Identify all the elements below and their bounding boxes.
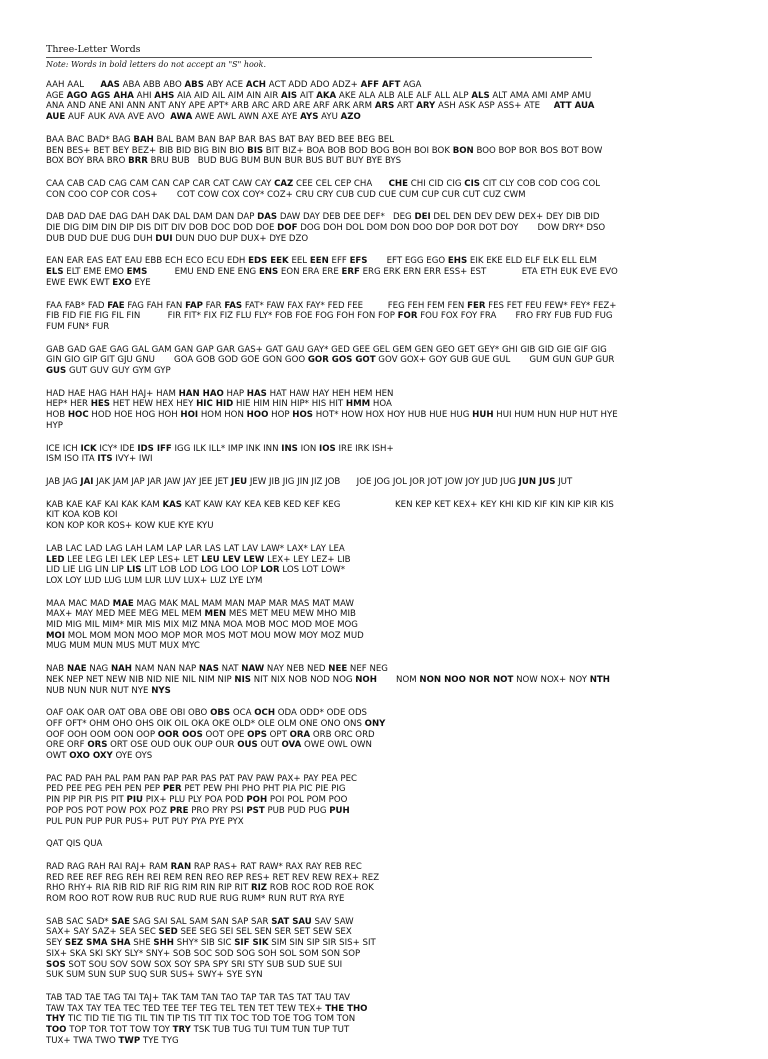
no-s-hook-words: DUI (155, 233, 173, 244)
no-s-hook-words: ELS (46, 267, 64, 278)
no-s-hook-words: IDS IFF (137, 443, 172, 454)
word-line: RED REE REF REG REH REI REM REN REO REP RES+ RET REV REW REX+ REZ (46, 872, 380, 883)
no-s-hook-words: AHS (154, 90, 175, 101)
word-line: OOF OOH OOM OON OOP OOR OOS OOT OPE OPS OPT ORA ORB ORC ORD (46, 729, 375, 740)
no-s-hook-words: ITS (97, 454, 113, 465)
word-line: BEN BES+ BET BEY BEZ+ BIB BID BIG BIN BIO BIS BIT BIZ+ BOA BOB BOD BOG BOH BOI BOK BON BOO BOP BOR BOS BOT BOW (46, 145, 603, 156)
letter-section-m (46, 599, 736, 653)
word-line: EWE EWK EWT EXO EYE (46, 277, 151, 288)
no-s-hook-words: HOS (292, 410, 313, 421)
word-line: OFF OFT* OHM OHO OHS OIK OIL OKA OKE OLD* OLE OLM ONE ONO ONS ONY (46, 718, 386, 729)
no-s-hook-words: NOH (355, 674, 377, 685)
no-s-hook-words: DOF (277, 223, 298, 234)
page-note: Note: Words in bold letters do not accept an "S" hook. (46, 60, 267, 69)
no-s-hook-words: ICK (80, 443, 97, 454)
word-line: PIN PIP PIR PIS PIT PIU PIX+ PLU PLY POA POD POH POI POL POM POO (46, 795, 348, 806)
no-s-hook-words: RAN (170, 861, 192, 872)
no-s-hook-words: FER (467, 300, 486, 311)
no-s-hook-words: SEZ SMA SHA (64, 938, 131, 949)
no-s-hook-words: CIS (464, 178, 480, 189)
no-s-hook-words: HOO (246, 410, 269, 421)
word-line: RHO RHY+ RIA RIB RID RIF RIG RIM RIN RIP RIT RIZ ROB ROC ROD ROE ROK (46, 883, 374, 894)
no-s-hook-words: NTH (589, 674, 610, 685)
no-s-hook-words: HOI (180, 410, 199, 421)
no-s-hook-words: HES (90, 399, 110, 410)
word-line: SOS SOT SOU SOV SOW SOX SOY SPA SPY SRI STY SUB SUD SUE SUI (46, 959, 343, 970)
word-line: DIE DIG DIM DIN DIP DIS DIT DIV DOB DOC DOD DOE DOF DOG DOH DOL DOM DON DOO DOP DOR DOT DOY DOW DRY* DSO (46, 223, 606, 234)
letter-section-n (46, 664, 736, 696)
word-line: POP POS POT POW POX POZ PRE PRO PRY PSI PST PUB PUD PUG PUH (46, 805, 350, 816)
no-s-hook-words: IOS (319, 443, 336, 454)
word-line: TUX+ TWA TWO TWP TYE TYG (46, 1035, 179, 1046)
no-s-hook-words: ORS (87, 740, 108, 751)
no-s-hook-words: CHE (388, 178, 408, 189)
word-line: ELS ELT EME EMO EMS EMU END ENE ENG ENS EON ERA ERE ERF ERG ERK ERN ERR ESS+ EST ETA ETH EUK EVE EVO (46, 267, 618, 278)
word-line: TAB TAD TAE TAG TAI TAJ+ TAK TAM TAN TAO TAP TAR TAS TAT TAU TAV (46, 993, 350, 1003)
word-line: GIN GIO GIP GIT GJU GNU GOA GOB GOD GOE GON GOO GOR GOS GOT GOV GOX+ GOY GUB GUE GUL GUM GUN GUP GUR (46, 355, 615, 366)
word-line: HYP (46, 420, 63, 431)
word-line: PED PEE PEG PEH PEN PEP PER PET PEW PHI PHO PHT PIA PIC PIE PIG (46, 784, 346, 795)
letter-section-j (46, 477, 736, 488)
no-s-hook-words: PER (162, 784, 182, 795)
no-s-hook-words: TRY (172, 1025, 191, 1036)
no-s-hook-words: HAN HAO (178, 388, 224, 399)
no-s-hook-words: LED (46, 554, 65, 565)
no-s-hook-words: JUN JUS (518, 476, 556, 487)
word-line: FIB FID FIE FIG FIL FIN FIR FIT* FIX FIZ FLU FLY* FOB FOE FOG FOH FON FOP FOR FOU FOX FOY FRA FRO FRY FUB FUD FUG (46, 311, 613, 322)
no-s-hook-words: SOS (46, 959, 66, 970)
no-s-hook-words: EHS (447, 256, 468, 267)
word-line: JAB JAG JAI JAK JAM JAP JAR JAW JAY JEE JET JEU JEW JIB JIG JIN JIZ JOB JOE JOG JOL JOR JOT JOW JOY JUD JUG JUN JUS JUT (46, 476, 573, 487)
no-s-hook-words: ERF (341, 267, 360, 278)
no-s-hook-words: DAS (257, 212, 278, 223)
word-line: KAB KAE KAF KAI KAK KAM KAS KAT KAW KAY KEA KEB KED KEF KEG KEN KEP KET KEX+ KEY KHI KID KIF KIN KIP KIR KIS (46, 499, 614, 510)
letter-section-p (46, 774, 736, 828)
word-line: DAB DAD DAE DAG DAH DAK DAL DAM DAN DAP DAS DAW DAY DEB DEE DEF* DEG DEI DEL DEN DEV DEW DEX+ DEY DIB DID (46, 212, 600, 223)
no-s-hook-words: AZO (340, 112, 361, 123)
no-s-hook-words: NAW (241, 664, 265, 675)
letter-section-l (46, 544, 736, 587)
no-s-hook-words: THY (46, 1014, 66, 1025)
letter-section-a (46, 80, 736, 123)
no-s-hook-words: MEN (204, 609, 227, 620)
no-s-hook-words: FOR (397, 311, 418, 322)
word-line: BOX BOY BRA BRO BRR BRU BUB BUD BUG BUM BUN BUR BUS BUT BUY BYE BYS (46, 156, 402, 167)
letter-section-i (46, 444, 736, 465)
no-s-hook-words: OCH (254, 708, 276, 719)
word-line: NUB NUN NUR NUT NYE NYS (46, 685, 171, 696)
no-s-hook-words: SED (158, 927, 178, 938)
letter-section-d (46, 212, 736, 244)
no-s-hook-words: EEN (309, 256, 329, 267)
word-line: ANA AND ANE ANI ANN ANT ANY APE APT* ARB ARC ARD ARE ARF ARK ARM ARS ART ARY ASH ASK ASP ASS+ ATE ATT AUA (46, 101, 595, 112)
word-line: CON COO COP COR COS+ COT COW COX COY* COZ+ CRU CRY CUB CUD CUE CUM CUP CUR CUT CUZ CWM (46, 189, 526, 200)
word-line: GAB GAD GAE GAG GAL GAM GAN GAP GAR GAS+ GAT GAU GAY* GED GEE GEL GEM GEN GEO GET GEY* GHI GIB GID GIE GIF GIG (46, 344, 607, 355)
word-line: TOO TOP TOR TOT TOW TOY TRY TSK TUB TUG TUI TUM TUN TUP TUT (46, 1025, 350, 1036)
no-s-hook-words: HOC (67, 410, 89, 421)
no-s-hook-words: GUS (46, 366, 67, 377)
no-s-hook-words: AAS (100, 80, 120, 90)
word-line: SIX+ SKA SKI SKY SLY* SNY+ SOB SOC SOD SOG SOH SOL SOM SON SOP (46, 948, 361, 959)
no-s-hook-words: KAS (162, 499, 182, 510)
no-s-hook-words: NYS (151, 685, 171, 696)
no-s-hook-words: SHH (153, 938, 174, 949)
no-s-hook-words: ALS (471, 90, 490, 101)
no-s-hook-words: ORA (289, 729, 311, 740)
word-line: NAB NAE NAG NAH NAM NAN NAP NAS NAT NAW NAY NEB NED NEE NEF NEG (46, 664, 388, 675)
no-s-hook-words: GOR GOS GOT (307, 355, 376, 366)
no-s-hook-words: ENS (258, 267, 279, 278)
no-s-hook-words: INS (281, 443, 298, 454)
page-title: Three-Letter Words (46, 44, 141, 55)
word-line: TAW TAX TAY TEA TEC TED TEE TEF TEG TEL TEN TET TEW TEX+ THE THO (46, 1003, 368, 1014)
letter-section-b (46, 135, 736, 167)
no-s-hook-words: SIF SIK (234, 938, 269, 949)
no-s-hook-words: AIS (281, 90, 298, 101)
word-line: THY TIC TID TIE TIG TIL TIN TIP TIS TIT TIX TOC TOD TOE TOG TOM TON (46, 1014, 356, 1025)
no-s-hook-words: MAE (112, 598, 134, 609)
word-line: QAT QIS QUA (46, 839, 103, 850)
word-line: LOX LOY LUD LUG LUM LUR LUV LUX+ LUZ LYE LYM (46, 575, 263, 586)
word-sections (46, 80, 736, 1047)
no-s-hook-words: FAP (185, 300, 203, 311)
word-line: AGE AGO AGS AHA AHI AHS AIA AID AIL AIM AIN AIR AIS AIT AKA AKE ALA ALB ALE ALF ALL ALP ALS ALT AMA AMI AMP AMU (46, 90, 592, 101)
word-line: MID MIG MIL MIM* MIR MIS MIX MIZ MNA MOA MOB MOC MOD MOE MOG (46, 620, 358, 631)
word-line: MAA MAC MAD MAE MAG MAK MAL MAM MAN MAP MAR MAS MAT MAW (46, 598, 354, 609)
no-s-hook-words: AWA (170, 112, 193, 123)
no-s-hook-words: CAZ (274, 178, 294, 189)
no-s-hook-words: AFF AFT (360, 80, 401, 90)
no-s-hook-words: AKA (316, 90, 337, 101)
word-line: RAD RAG RAH RAI RAJ+ RAM RAN RAP RAS+ RAT RAW* RAX RAY REB REC (46, 861, 362, 872)
no-s-hook-words: FAS (224, 300, 243, 311)
letter-section-c (46, 179, 736, 200)
word-line: AUE AUF AUK AVA AVE AVO AWA AWE AWL AWN AXE AYE AYS AYU AZO (46, 112, 361, 123)
word-line: KIT KOA KOB KOI (46, 510, 118, 521)
word-line: PUL PUN PUP PUR PUS+ PUT PUY PYA PYE PYX (46, 816, 244, 827)
no-s-hook-words: ARY (416, 101, 436, 112)
no-s-hook-words: THE THO (325, 1003, 368, 1014)
word-line: SEY SEZ SMA SHA SHE SHH SHY* SIB SIC SIF SIK SIM SIN SIP SIR SIS+ SIT (46, 938, 376, 949)
no-s-hook-words: NAH (110, 664, 132, 675)
no-s-hook-words: EFS (349, 256, 368, 267)
word-line: LID LIE LIG LIN LIP LIS LIT LOB LOD LOG LOO LOP LOR LOS LOT LOW* (46, 565, 346, 576)
no-s-hook-words: OVA (281, 740, 302, 751)
word-line: MAX+ MAY MED MEE MEG MEL MEM MEN MES MET MEU MEW MHO MIB (46, 609, 356, 620)
word-line: LAB LAC LAD LAG LAH LAM LAP LAR LAS LAT LAV LAW* LAX* LAY LEA (46, 543, 345, 554)
no-s-hook-words: HIC HID (196, 399, 234, 410)
no-s-hook-words: PST (246, 805, 265, 816)
no-s-hook-words: NEE (328, 664, 348, 675)
no-s-hook-words: LOR (260, 565, 280, 576)
no-s-hook-words: BIS (247, 145, 264, 156)
no-s-hook-words: OPS (247, 729, 267, 740)
word-line: MUG MUM MUN MUS MUT MUX MYC (46, 641, 200, 652)
word-line: MOI MOL MOM MON MOO MOP MOR MOS MOT MOU MOW MOY MOZ MUD (46, 630, 364, 641)
word-line: BAA BAC BAD* BAG BAH BAL BAM BAN BAP BAR BAS BAT BAY BED BEE BEG BEL (46, 134, 395, 145)
letter-section-r (46, 862, 736, 905)
word-line: KON KOP KOR KOS+ KOW KUE KYE KYU (46, 521, 214, 532)
word-line: OAF OAK OAR OAT OBA OBE OBI OBO OBS OCA OCH ODA ODD* ODE ODS (46, 708, 368, 719)
word-line: FAA FAB* FAD FAE FAG FAH FAN FAP FAR FAS FAT* FAW FAX FAY* FED FEE FEG FEH FEM FEN FER FES FET FEU FEW* FEY* FEZ+ (46, 300, 617, 311)
no-s-hook-words: NON NOO NOR NOT (419, 674, 514, 685)
no-s-hook-words: BAH (133, 134, 154, 145)
word-line: ORE ORF ORS ORT OSE OUD OUK OUP OUR OUS OUT OVA OWE OWL OWN (46, 740, 372, 751)
word-line: DUB DUD DUE DUG DUH DUI DUN DUO DUP DUX+ DYE DZO (46, 233, 309, 244)
no-s-hook-words: SAT SAU (271, 916, 312, 927)
no-s-hook-words: OUS (237, 740, 258, 751)
letter-section-s (46, 917, 736, 981)
no-s-hook-words: BRR (128, 156, 148, 167)
letter-section-h (46, 389, 736, 432)
no-s-hook-words: FAE (107, 300, 125, 311)
word-line: HEP* HER HES HET HEW HEX HEY HIC HID HIE HIM HIN HIP* HIS HIT HMM HOA (46, 399, 392, 410)
no-s-hook-words: SAE (111, 916, 131, 927)
word-line: FUM FUN* FUR (46, 321, 110, 332)
no-s-hook-words: OBS (210, 708, 231, 719)
no-s-hook-words: TOO (46, 1025, 67, 1036)
letter-section-e (46, 256, 736, 288)
no-s-hook-words: OOR OOS (157, 729, 203, 740)
no-s-hook-words: HUH (472, 410, 494, 421)
no-s-hook-words: ACH (245, 80, 266, 90)
no-s-hook-words: AUE (46, 112, 66, 123)
no-s-hook-words: TWP (118, 1035, 141, 1046)
no-s-hook-words: EDS EEK (248, 256, 289, 267)
no-s-hook-words: POH (246, 795, 268, 806)
word-line: LED LEE LEG LEI LEK LEP LES+ LET LEU LEV LEW LEX+ LEY LEZ+ LIB (46, 554, 351, 565)
document-page (46, 44, 736, 1059)
word-line: PAC PAD PAH PAL PAM PAN PAP PAR PAS PAT PAV PAW PAX+ PAY PEA PEC (46, 773, 358, 784)
no-s-hook-words: JAI (80, 476, 94, 487)
letter-section-q (46, 839, 736, 850)
no-s-hook-words: NAE (66, 664, 87, 675)
no-s-hook-words: ARS (374, 101, 395, 112)
word-line: OWT OXO OXY OYE OYS (46, 751, 153, 762)
no-s-hook-words: ATT AUA (553, 101, 595, 112)
letter-section-t (46, 993, 736, 1047)
no-s-hook-words: AYS (300, 112, 319, 123)
word-line: NEK NEP NET NEW NIB NID NIE NIL NIM NIP NIS NIT NIX NOB NOD NOG NOH NOM NON NOO NOR NOT NOW NOX+ NOY NTH (46, 674, 610, 685)
no-s-hook-words: DEI (414, 212, 431, 223)
no-s-hook-words: ABS (184, 80, 204, 90)
word-line: AAH AAL AAS ABA ABB ABO ABS ABY ACE ACH ACT ADD ADO ADZ+ AFF AFT AGA (46, 80, 422, 90)
no-s-hook-words: PUH (329, 805, 350, 816)
word-line: HOB HOC HOD HOE HOG HOH HOI HOM HON HOO HOP HOS HOT* HOW HOX HOY HUB HUE HUG HUH HUI HUM HUN HUP HUT HYE (46, 410, 618, 421)
word-line: CAA CAB CAD CAG CAM CAN CAP CAR CAT CAW CAY CAZ CEE CEL CEP CHA CHE CHI CID CIG CIS CIT CLY COB COD COG COL (46, 178, 601, 189)
no-s-hook-words: PIU (126, 795, 144, 806)
word-line: SAB SAC SAD* SAE SAG SAI SAL SAM SAN SAP SAR SAT SAU SAV SAW (46, 916, 354, 927)
letter-section-g (46, 345, 736, 377)
no-s-hook-words: BON (452, 145, 474, 156)
no-s-hook-words: EMS (126, 267, 148, 278)
no-s-hook-words: LIS (126, 565, 142, 576)
word-line: GUS GUT GUV GUY GYM GYP (46, 366, 171, 377)
word-line: HAD HAE HAG HAH HAJ+ HAM HAN HAO HAP HAS HAT HAW HAY HEH HEM HEN (46, 388, 394, 399)
no-s-hook-words: AGO AGS AHA (66, 90, 134, 101)
letter-section-f (46, 301, 736, 333)
no-s-hook-words: NIS (234, 674, 252, 685)
word-line: ISM ISO ITA ITS IVY+ IWI (46, 454, 153, 465)
no-s-hook-words: HMM (345, 399, 371, 410)
no-s-hook-words: JEU (231, 476, 248, 487)
word-line: ROM ROO ROT ROW RUB RUC RUD RUE RUG RUM* RUN RUT RYA RYE (46, 894, 345, 905)
no-s-hook-words: PRE (169, 805, 189, 816)
no-s-hook-words: HAS (246, 388, 267, 399)
letter-section-o (46, 708, 736, 762)
word-line: EAN EAR EAS EAT EAU EBB ECH ECO ECU EDH EDS EEK EEL EEN EFF EFS EFT EGG EGO EHS EIK EKE ELD ELF ELK ELL ELM (46, 256, 597, 267)
word-line: ICE ICH ICK ICY* IDE IDS IFF IGG ILK ILL* IMP INK INN INS ION IOS IRE IRK ISH+ (46, 443, 394, 454)
no-s-hook-words: OXO OXY (69, 751, 113, 762)
word-line: SAX+ SAY SAZ+ SEA SEC SED SEE SEG SEI SEL SEN SER SET SEW SEX (46, 927, 352, 938)
title-divider (46, 57, 592, 58)
letter-section-k (46, 500, 736, 532)
no-s-hook-words: RIZ (250, 883, 267, 894)
no-s-hook-words: NAS (198, 664, 219, 675)
no-s-hook-words: MOI (46, 630, 66, 641)
no-s-hook-words: LEU LEV LEW (201, 554, 265, 565)
no-s-hook-words: ONY (364, 718, 386, 729)
word-line: SUK SUM SUN SUP SUQ SUR SUS+ SWY+ SYE SYN (46, 970, 263, 981)
no-s-hook-words: EXO (112, 277, 132, 288)
